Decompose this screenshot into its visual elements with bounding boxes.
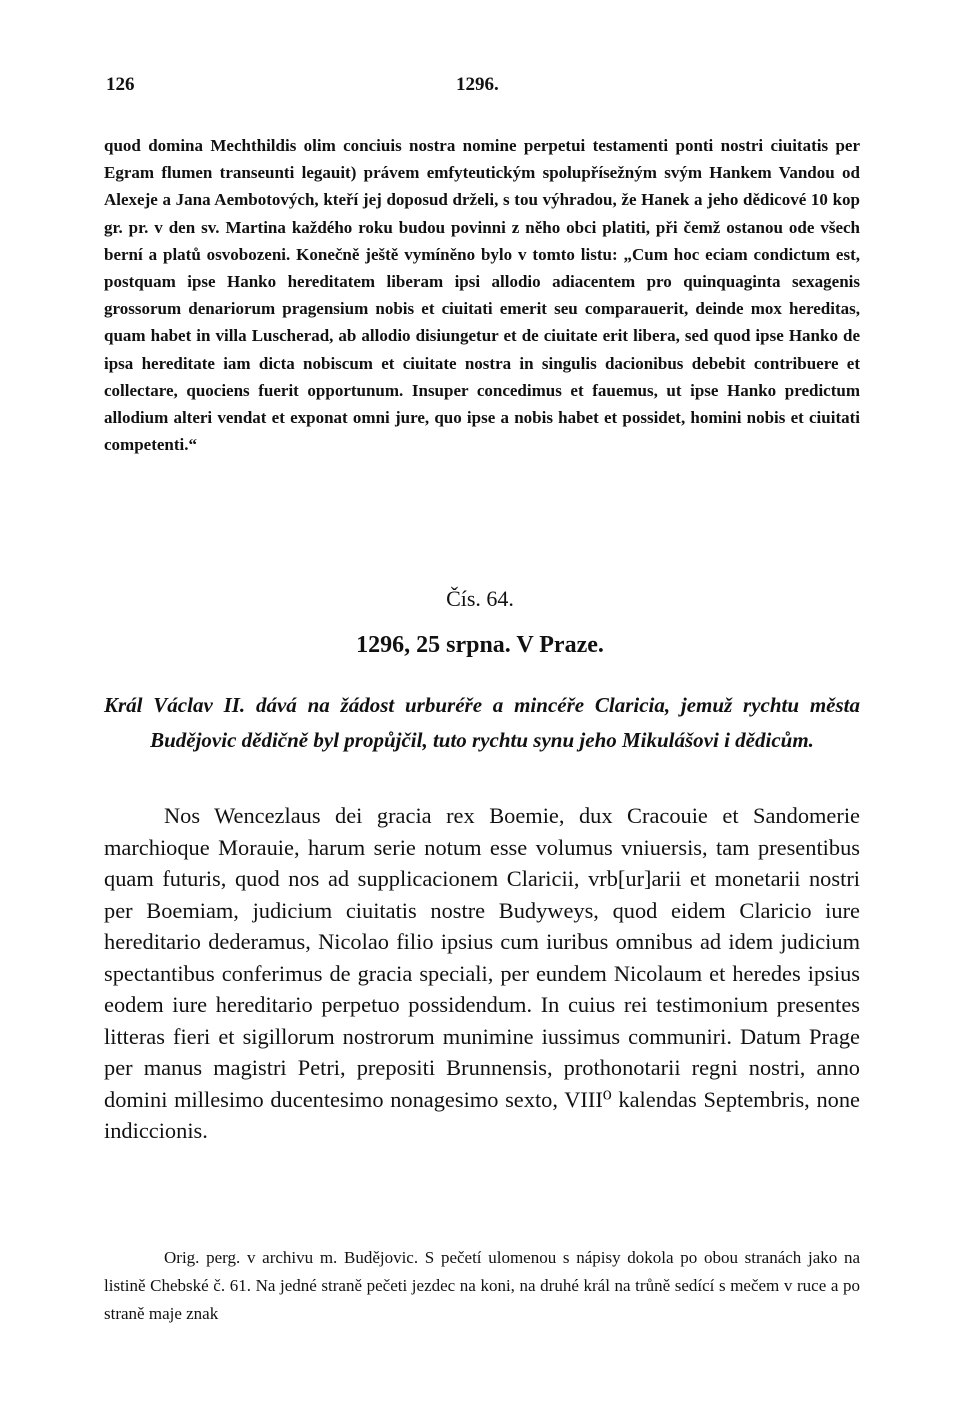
running-head-year: 1296. <box>456 74 499 95</box>
charter-text <box>104 800 860 1147</box>
source-note <box>104 1244 860 1328</box>
document-number: Čís. 64. <box>446 586 514 611</box>
document-date-place: 1296, 25 srpna. V Praze. <box>356 632 604 658</box>
page-header <box>106 74 866 104</box>
continuation-text: quod domina Mechthildis olim conciuis nostra nomine perpetui testamenti ponti nostri ciuitatis per Egram flumen transeunti legauit) právem emfyteutickým spolupřísežným svým Hankem Vandou od Alexeje a Jana Aembotových, kteří jej doposud drželi, s tou výhradou, že Hanek a jeho dědicové 10 kop gr. pr. v den sv. Martina každého roku budou povinni z něho obci platiti, při čemž ostanou ode všech berní a platů osvobozeni. Konečně ještě vymíněno bylo v tomto listu: „Cum hoc eciam condictum est, postquam ipse Hanko hereditatem liberam ipsi allodio adiacentem pro quinquaginta sexagenis grossorum denariorum pragensium nobis et ciuitati emerit seu comparauerit, deinde mox hereditas, quam habet in villa Luscherad, ab allodio disiungetur et de ciuitate erit libera, sed quod ipse Hanko de ipsa hereditate iam dicta nobiscum et ciuitate nostra in singulis dacionibus debebit contribuere et collectare, quociens fuerit opportunum. Insuper concedimus et fauemus, ut ipse Hanko predictum allodium alteri vendat et exponat omni jure, quo ipse a nobis habet et possidet, homini nobis et ciuitati competenti.“ <box>104 136 860 455</box>
charter-paragraph: Nos Wencezlaus dei gracia rex Boemie, dux Cracouie et Sandomerie marchioque Morauie, harum serie notum esse volumus vniuersis, tam presentibus quam futuris, quod nos ad supplicacionem Claricii, vrb[ur]arii et monetarii nostri per Boemiam, judicium ciuitatis nostre Budyweys, quod eidem Claricio iure hereditario dederamus, Nicolao filio ipsius cum iuribus omnibus ad idem judicium spectantibus conferimus de gracia speciali, per eundem Nicolaum et heredes ipsius eodem iure hereditario perpetuo possidendum. In cuius rei testimonium presentes litteras fieri et sigillorum nostrorum munimine iussimus communiri. Datum Prage per manus magistri Petri, prepositi Brunnensis, prothonotarii regni nostri, anno domini millesimo ducentesimo nonagesimo sexto, VIII⁰ kalendas Septembris, none indiccionis. <box>104 803 860 1143</box>
continuation-paragraph <box>104 132 860 458</box>
source-note-text: Orig. perg. v archivu m. Budějovic. S pečetí ulomenou s nápisy dokola po obou stranách jako na listině Chebské č. 61. Na jedné straně pečeti jezdec na koni, na druhé král na trůně sedící s mečem v ruce a po straně maje znak <box>104 1248 860 1323</box>
page-number: 126 <box>106 74 135 95</box>
document-regest <box>104 688 860 758</box>
regest-text: Král Václav II. dává na žádost urburéře a mincéře Claricia, jemuž rychtu města Budějovic dědičně byl propůjčil, tuto rychtu synu jeho Mikulášovi i dědicům. <box>104 693 860 752</box>
